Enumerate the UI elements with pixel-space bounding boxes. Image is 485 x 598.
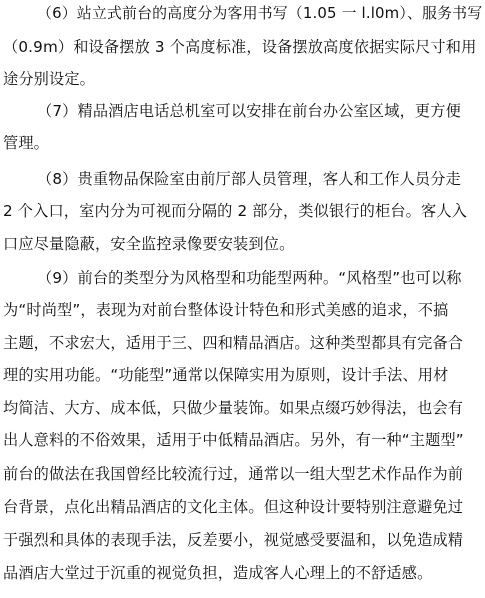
text-line: 前台的做法在我国曾经比较流行过，通常以一组大型艺术作品作为前	[3, 465, 464, 483]
text-line: 品酒店大堂过于沉重的视觉负担，造成客人心理上的不舒适感。	[3, 564, 433, 582]
text-line: 出人意料的不俗效果，适用于中低精品酒店。另外，有一种“主题型”	[3, 431, 464, 449]
text-line: 途分别设定。	[3, 70, 96, 88]
text-line: 于强烈和具体的表现手法，反差要小，视觉感受要温和，以免造成精	[3, 531, 464, 549]
text-line: （7）精品酒店电话总机室可以安排在前台办公室区域，更方便	[37, 102, 461, 120]
text-line: （0.9m）和设备摆放 3 个高度标准，设备摆放高度依据实际尺寸和用	[3, 38, 477, 56]
text-line: 均简洁、大方、成本低，只做少量装饰。如果点缀巧妙得法，也会有	[3, 399, 464, 417]
text-line: 口应尽量隐蔽，安全监控录像要安装到位。	[3, 235, 295, 253]
text-line: 理的实用功能。“功能型”通常以保障实用为原则，设计手法、用材	[3, 366, 449, 384]
text-line: 主题，不求宏大，适用于三、四和精品酒店。这种类型都具有完备合	[3, 334, 464, 352]
text-line: （6）站立式前台的高度分为客用书写（1.05 一 l.l0m）、服务书写	[37, 4, 483, 22]
text-line: 管理。	[3, 134, 50, 152]
text-line: 为“时尚型”，表现为对前台整体设计特色和形式美感的追求，不搞	[3, 301, 449, 319]
text-line: 台背景，点化出精品酒店的文化主体。但这种设计要特别注意避免过	[3, 498, 464, 516]
text-line: （9）前台的类型分为风格型和功能型两种。“风格型”也可以称	[37, 269, 462, 287]
text-line: 2 个入口，室内分为可视而分隔的 2 部分，类似银行的柜台。客人入	[3, 202, 468, 220]
text-line: （8）贵重物品保险室由前厅部人员管理，客人和工作人员分走	[37, 170, 461, 188]
